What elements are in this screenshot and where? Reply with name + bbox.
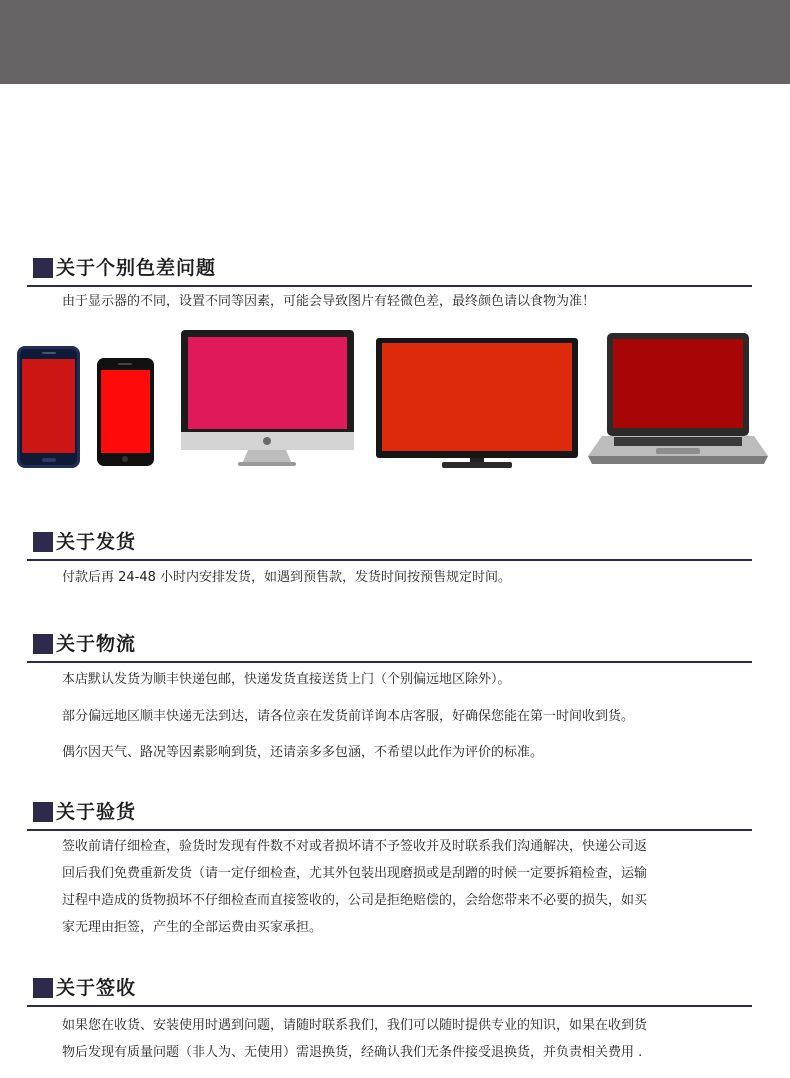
section-square-icon xyxy=(33,258,53,278)
paragraph-line: 部分偏远地区顺丰快递无法到达，请各位亲在发货前详询本店客服，好确保您能在第一时间收到货。 xyxy=(62,709,635,724)
section-square-icon xyxy=(33,802,53,822)
paragraph-line: 家无理由拒签，产生的全部运费由买家承担。 xyxy=(62,920,323,935)
paragraph-line: 偶尔因天气、路况等因素影响到货，还请亲多多包涵，不希望以此作为评价的标准。 xyxy=(62,745,544,760)
section-divider xyxy=(27,1005,752,1007)
section-divider xyxy=(27,829,752,831)
phone-large-image xyxy=(17,346,80,468)
paragraph-line: 由于显示器的不同，设置不同等因素，可能会导致图片有轻微色差，最终颜色请以食物为准！ xyxy=(62,294,596,309)
section-square-icon xyxy=(33,532,53,552)
paragraph-line: 回后我们免费重新发货（请一定仔细检查，尤其外包装出现磨损或是刮蹭的时候一定要拆箱检查，运输 xyxy=(62,866,648,881)
paragraph-line: 过程中造成的货物损坏不仔细检查而直接签收的，公司是拒绝赔偿的，会给您带来不必要的损失，如买 xyxy=(62,893,648,908)
section-divider xyxy=(27,285,752,287)
phone-small-image xyxy=(97,358,154,466)
section-title: 关于发货 xyxy=(56,531,137,553)
section-title: 关于验货 xyxy=(56,801,137,823)
imac-monitor-image xyxy=(181,330,354,466)
section-header xyxy=(33,530,136,554)
top-banner xyxy=(0,0,790,84)
section-square-icon xyxy=(33,978,53,998)
section-title: 关于物流 xyxy=(56,633,137,655)
section-square-icon xyxy=(33,634,53,654)
section-title: 关于签收 xyxy=(56,977,137,999)
paragraph-line: 签收前请仔细检查，验货时发现有件数不对或者损坏请不予签收并及时联系我们沟通解决，快递公司返 xyxy=(62,839,648,854)
tv-image xyxy=(376,338,578,468)
devices-illustration xyxy=(0,328,790,473)
section-header xyxy=(33,800,136,824)
section-title: 关于个别色差问题 xyxy=(56,257,217,279)
laptop-image xyxy=(588,333,768,464)
section-divider xyxy=(27,559,752,561)
section-header xyxy=(33,256,216,280)
paragraph-line: 物后发现有质量问题（非人为、无使用）需退换货，经确认我们无条件接受退换货，并负责相关费用 . xyxy=(62,1045,643,1060)
section-header xyxy=(33,976,136,1000)
section-divider xyxy=(27,661,752,663)
paragraph-line: 如果您在收货、安装使用时遇到问题，请随时联系我们，我们可以随时提供专业的知识，如果在收到货 xyxy=(62,1018,648,1033)
section-header xyxy=(33,632,136,656)
paragraph-line: 本店默认发货为顺丰快递包邮，快递发货直接送货上门（个别偏远地区除外）。 xyxy=(62,672,511,687)
paragraph-line: 付款后再 24-48 小时内安排发货，如遇到预售款，发货时间按预售规定时间。 xyxy=(62,570,512,585)
